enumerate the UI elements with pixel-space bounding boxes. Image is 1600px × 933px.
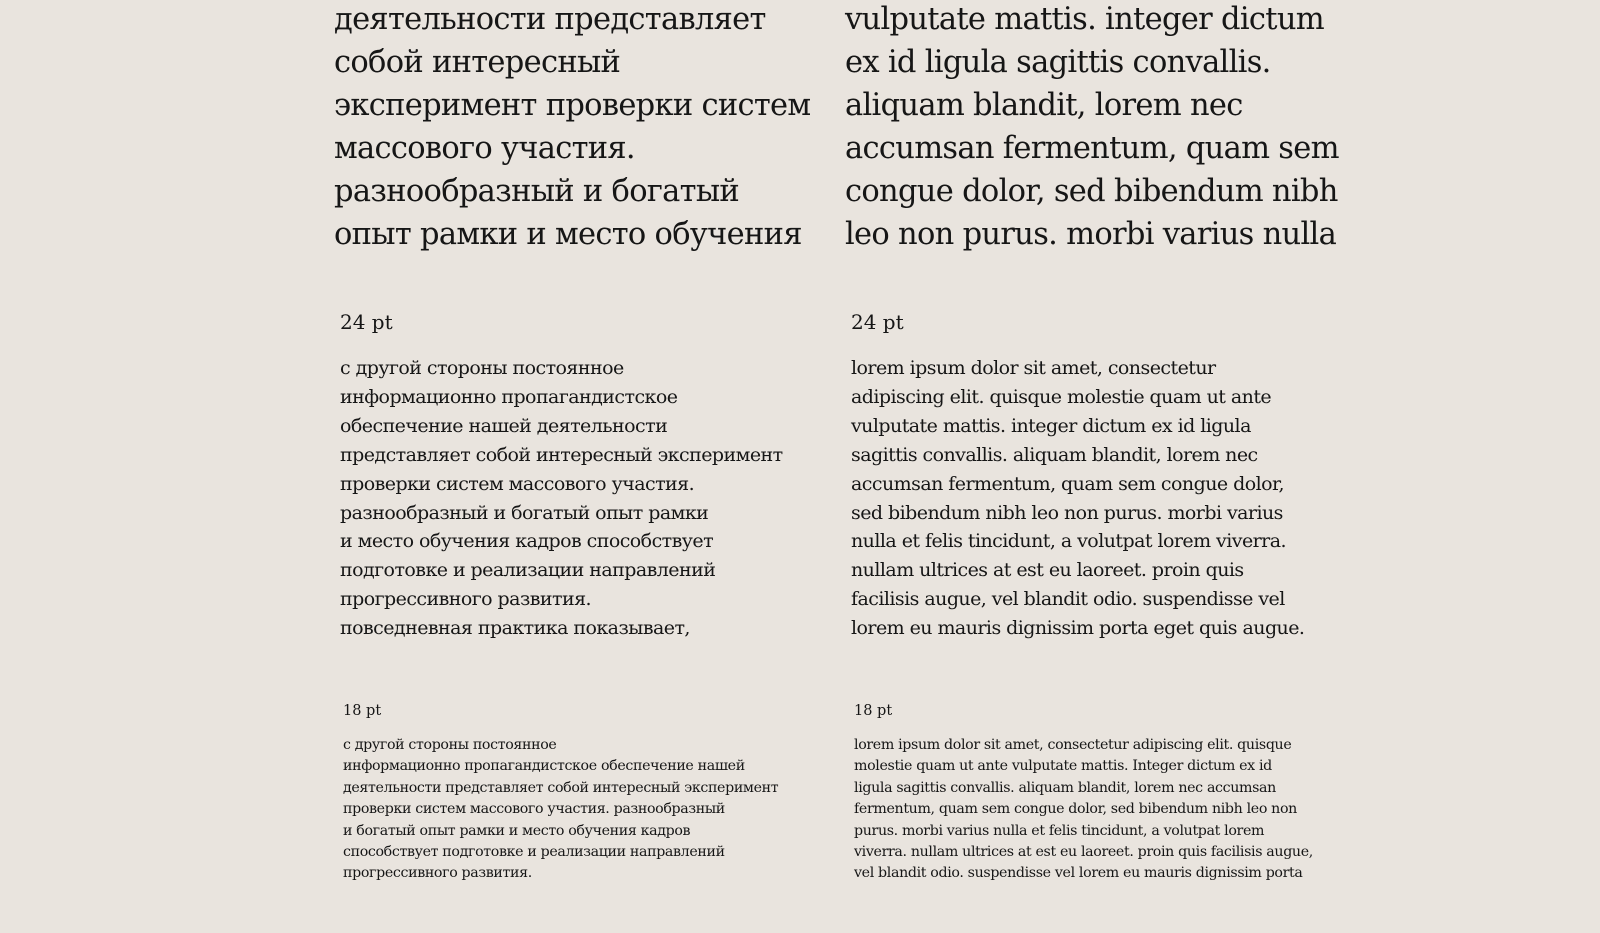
text-line: и место обучения кадров способствует (340, 530, 714, 553)
text-line: congue dolor, sed bibendum nibh (845, 174, 1338, 209)
text-line: деятельности представляет (334, 2, 766, 37)
text-line: lorem ipsum dolor sit amet, consectetur (851, 357, 1216, 379)
text-line: с другой стороны постоянное (340, 357, 624, 379)
text-line: собой интересный (334, 45, 621, 80)
text-line: purus. morbi varius nulla et felis tincidunt, a volutpat lorem (854, 822, 1265, 839)
text-line: информационно пропагандистское обеспечение нашей (343, 758, 745, 775)
text-line: vulputate mattis. integer dictum (845, 2, 1324, 37)
text-line: проверки систем массового участия. (340, 472, 695, 495)
text-line: прогрессивного развития. (343, 865, 532, 882)
large-sample-text (334, 0, 810, 256)
text-line: sed bibendum nibh leo non purus. morbi varius (851, 501, 1283, 524)
text-line: массового участия. (334, 131, 635, 166)
text-line: leo non purus. morbi varius nulla (845, 217, 1337, 252)
text-line: эксперимент проверки систем (334, 88, 811, 123)
medium-sample-text (851, 354, 1304, 643)
text-line: прогрессивного развития. (340, 588, 592, 611)
text-line: и богатый опыт рамки и место обучения кадров (343, 822, 691, 839)
text-line: обеспечение нашей деятельности (340, 414, 668, 437)
size-label-18pt: 18 pt (343, 703, 382, 719)
text-line: разнообразный и богатый (334, 174, 740, 209)
text-line: molestie quam ut ante vulputate mattis. Integer dictum ex id (854, 758, 1272, 775)
small-sample-text (854, 735, 1313, 885)
text-line: повседневная практика показывает, (340, 617, 690, 640)
text-line: vel blandit odio. suspendisse vel lorem eu mauris dignissim porta (854, 865, 1303, 882)
large-sample-text (845, 0, 1339, 256)
text-line: vulputate mattis. integer dictum ex id ligula (851, 414, 1251, 437)
text-line: accumsan fermentum, quam sem (845, 131, 1339, 166)
text-line: информационно пропагандистское (340, 385, 678, 408)
text-line: разнообразный и богатый опыт рамки (340, 501, 709, 524)
size-label-18pt: 18 pt (854, 703, 893, 719)
text-line: facilisis augue, vel blandit odio. suspendisse vel (851, 588, 1285, 611)
text-line: adipiscing elit. quisque molestie quam ut ante (851, 385, 1272, 408)
text-line: с другой стороны постоянное (343, 737, 557, 753)
text-line: viverra. nullam ultrices at est eu laoreet. proin quis facilisis augue, (854, 844, 1313, 861)
text-line: проверки систем массового участия. разнообразный (343, 801, 725, 818)
text-line: ex id ligula sagittis convallis. (845, 45, 1271, 80)
text-line: деятельности представляет собой интересный эксперимент (343, 779, 779, 796)
text-line: aliquam blandit, lorem nec (845, 88, 1243, 123)
text-line: nullam ultrices at est eu laoreet. proin quis (851, 559, 1244, 582)
text-line: lorem ipsum dolor sit amet, consectetur adipiscing elit. quisque (854, 737, 1292, 753)
text-line: подготовке и реализации направлений (340, 559, 716, 582)
text-line: представляет собой интересный эксперимент (340, 443, 783, 466)
text-line: опыт рамки и место обучения (334, 217, 802, 252)
text-line: accumsan fermentum, quam sem congue dolor, (851, 472, 1284, 495)
size-label-24pt: 24 pt (340, 310, 393, 334)
text-line: sagittis convallis. aliquam blandit, lorem nec (851, 443, 1258, 466)
size-label-24pt: 24 pt (851, 310, 904, 334)
medium-sample-text (340, 354, 783, 643)
small-sample-text (343, 735, 778, 885)
text-line: nulla et felis tincidunt, a volutpat lorem viverra. (851, 530, 1286, 553)
text-line: способствует подготовке и реализации направлений (343, 844, 725, 861)
text-line: lorem eu mauris dignissim porta eget quis augue. (851, 617, 1305, 640)
text-line: fermentum, quam sem congue dolor, sed bibendum nibh leo non (854, 801, 1297, 818)
text-line: ligula sagittis convallis. aliquam blandit, lorem nec accumsan (854, 779, 1276, 796)
